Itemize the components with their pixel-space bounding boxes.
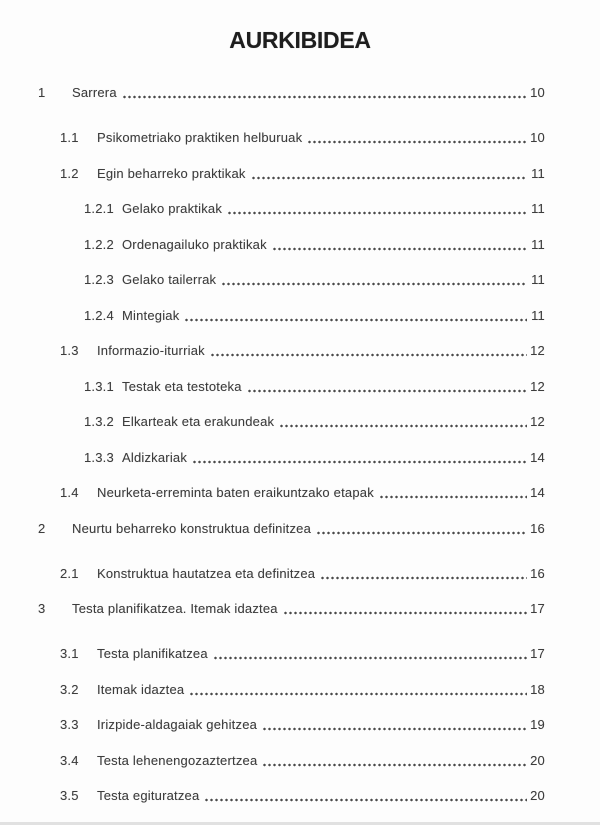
toc-entry-number: 1.2.2 — [84, 236, 114, 252]
toc-entry-label: Informazio-iturriak — [97, 343, 205, 358]
toc-entry[interactable] — [0, 601, 600, 617]
toc-entry[interactable] — [0, 566, 600, 582]
toc-entry-page: 12 — [530, 378, 545, 394]
toc-entry-page: 20 — [530, 752, 545, 768]
toc-entry-page: 11 — [531, 236, 545, 252]
dot-leader — [272, 237, 527, 253]
toc-entry-number: 3.3 — [60, 717, 79, 732]
toc-entry-page: 10 — [530, 130, 545, 145]
toc-entry-number: 1.1 — [60, 130, 79, 145]
toc-entry-page: 16 — [530, 565, 545, 581]
dot-leader — [262, 753, 527, 769]
toc-entry-page: 10 — [530, 85, 545, 100]
toc-entry-page: 11 — [531, 165, 545, 181]
toc-entry-number: 3.5 — [60, 788, 79, 803]
toc-entry-number: 1.3.3 — [84, 449, 114, 465]
dot-leader — [279, 414, 527, 430]
toc-entry-label: Testa lehenengozaztertzea — [97, 752, 258, 768]
toc-entry-number: 1.2.4 — [84, 307, 114, 323]
toc-entry-number: 1 — [38, 85, 46, 100]
toc-entry-label: Testak eta testoteka — [122, 378, 242, 394]
dot-leader — [251, 166, 527, 182]
toc-entry-number: 3.1 — [60, 646, 79, 661]
toc-entry-label: Irizpide-aldagaiak gehitzea — [97, 717, 258, 732]
toc-entry-label: Testa planifikatzea — [97, 646, 208, 661]
dot-leader — [122, 85, 527, 101]
toc-entry-page: 14 — [530, 485, 545, 500]
dot-leader — [189, 682, 527, 698]
toc-entry-label: Mintegiak — [122, 307, 180, 323]
toc-entry-number: 1.3.1 — [84, 378, 114, 394]
toc-entry-label: Psikometriako praktiken helburuak — [97, 130, 303, 145]
toc-entry[interactable] — [0, 85, 600, 101]
toc-entry[interactable] — [0, 343, 600, 359]
toc-entry-page: 11 — [531, 272, 545, 287]
toc-entry[interactable] — [0, 717, 600, 733]
toc-entry-number: 1.3.2 — [84, 414, 114, 429]
toc-entry-page: 12 — [530, 414, 545, 429]
dot-leader — [247, 379, 527, 395]
dot-leader — [283, 601, 527, 617]
toc-entry-label: Sarrera — [72, 85, 117, 100]
dot-leader — [192, 450, 527, 466]
toc-entry[interactable] — [0, 201, 600, 217]
toc-entry-number: 2 — [38, 520, 46, 536]
dot-leader — [213, 646, 527, 662]
toc-entry-page: 11 — [531, 201, 545, 216]
toc-entry[interactable] — [0, 450, 600, 466]
toc-entry-page: 18 — [530, 681, 545, 697]
dot-leader — [184, 308, 527, 324]
toc-entry-number: 3 — [38, 601, 46, 616]
toc-entry-label: Egin beharreko praktikak — [97, 165, 246, 181]
toc-entry-label: Ordenagailuko praktikak — [122, 236, 267, 252]
dot-leader — [316, 521, 527, 537]
toc-entry-page: 12 — [530, 343, 545, 358]
toc-entry-number: 1.2.3 — [84, 272, 114, 287]
toc-entry[interactable] — [0, 237, 600, 253]
dot-leader — [221, 272, 527, 288]
toc-entry-number: 3.4 — [60, 752, 79, 768]
toc-entry[interactable] — [0, 682, 600, 698]
toc-entry[interactable] — [0, 646, 600, 662]
toc-entry-label: Itemak idaztea — [97, 681, 185, 697]
toc-entry-number: 1.2 — [60, 165, 79, 181]
toc-entry-page: 17 — [530, 601, 545, 616]
toc-entry[interactable] — [0, 308, 600, 324]
toc-entry[interactable] — [0, 130, 600, 146]
toc-entry[interactable] — [0, 166, 600, 182]
toc-list — [0, 85, 600, 804]
toc-entry[interactable] — [0, 414, 600, 430]
page-title: AURKIBIDEA — [229, 27, 371, 53]
toc-entry-page: 17 — [530, 646, 545, 661]
toc-entry[interactable] — [0, 788, 600, 804]
toc-entry-label: Elkarteak eta erakundeak — [122, 414, 275, 429]
toc-entry[interactable] — [0, 379, 600, 395]
dot-leader — [262, 717, 527, 733]
toc-entry-number: 3.2 — [60, 681, 79, 697]
toc-entry-label: Konstruktua hautatzea eta definitzea — [97, 565, 316, 581]
toc-entry[interactable] — [0, 272, 600, 288]
toc-entry-page: 19 — [530, 717, 545, 732]
dot-leader — [227, 201, 527, 217]
toc-entry-number: 1.4 — [60, 485, 79, 500]
toc-entry-page: 11 — [531, 307, 545, 323]
toc-entry-label: Gelako tailerrak — [122, 272, 217, 287]
toc-entry-number: 1.2.1 — [84, 201, 114, 216]
dot-leader — [210, 343, 527, 359]
dot-leader — [307, 130, 527, 146]
toc-entry-label: Neurtu beharreko konstruktua definitzea — [72, 520, 312, 536]
toc-entry-label: Gelako praktikak — [122, 201, 223, 216]
toc-entry-label: Testa egituratzea — [97, 788, 200, 803]
toc-entry[interactable] — [0, 485, 600, 501]
dot-leader — [204, 788, 527, 804]
toc-entry[interactable] — [0, 521, 600, 537]
toc-entry-page: 20 — [530, 788, 545, 803]
toc-entry-number: 2.1 — [60, 565, 79, 581]
dot-leader — [379, 485, 527, 501]
toc-entry-label: Neurketa-erreminta baten eraikuntzako etapak — [97, 485, 374, 500]
toc-entry[interactable] — [0, 753, 600, 769]
dot-leader — [320, 566, 527, 582]
toc-entry-label: Aldizkariak — [122, 449, 188, 465]
toc-entry-label: Testa planifikatzea. Itemak idaztea — [72, 601, 278, 616]
toc-entry-number: 1.3 — [60, 343, 79, 358]
toc-entry-page: 14 — [530, 449, 545, 465]
toc-entry-page: 16 — [530, 520, 545, 536]
